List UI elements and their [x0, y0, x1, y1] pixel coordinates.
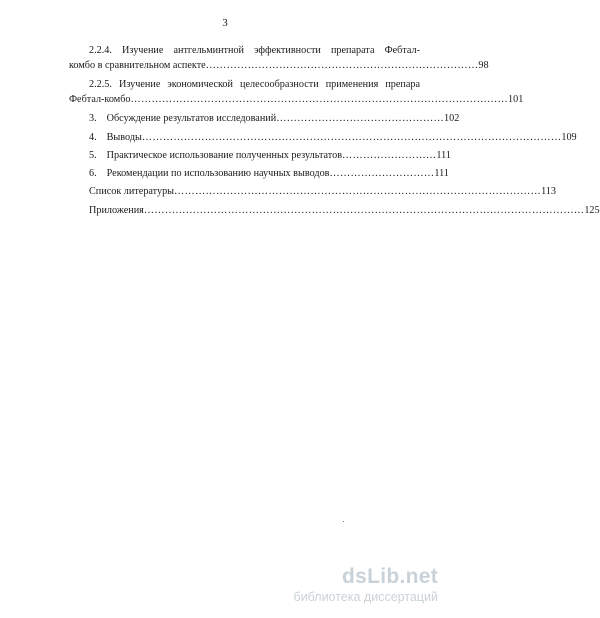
- toc-entry-2-2-4-line1: 2.2.4. Изучение антгельминтной эффективности препарата Фебтал-: [89, 45, 420, 56]
- toc-entry-5: [89, 149, 451, 162]
- toc-leader-dots: ………………………………………………………………………………………………: [130, 94, 509, 105]
- toc-entry-4: [89, 131, 577, 144]
- toc-entry-2-2-4-line2: [69, 59, 489, 72]
- toc-entry-number: 4.: [89, 132, 97, 143]
- toc-entry-3: [89, 112, 460, 125]
- toc-page-number: 113: [541, 186, 556, 197]
- toc-leader-dots: ………………………………………………………………………………………………………………: [143, 205, 585, 216]
- toc-leader-dots: ………………………: [342, 150, 437, 161]
- toc-entry-title: Практическое использование полученных результатов: [106, 150, 343, 161]
- toc-entry-2-2-5-title-tail: Фебтал-комбо: [69, 94, 131, 105]
- watermark-subtitle: библиотека диссертаций: [293, 590, 438, 604]
- toc-entry-2-2-5-line1: 2.2.5. Изучение экономической целесообразности применения препара: [89, 79, 420, 90]
- toc-leader-dots: ……………………………………………………………………………………………: [174, 186, 542, 197]
- toc-entry-title: Обсуждение результатов исследований: [106, 113, 277, 124]
- toc-entry-title: Выводы: [106, 132, 142, 143]
- toc-leader-dots: …………………………………………: [276, 113, 444, 124]
- toc-entry-number: 6.: [89, 168, 97, 179]
- toc-page-number: 111: [436, 150, 451, 161]
- scan-speck: [343, 521, 344, 522]
- toc-entry-appendices: [89, 204, 600, 217]
- toc-entry-number: 3.: [89, 113, 97, 124]
- toc-entry-2-2-5-line2: [69, 93, 524, 106]
- toc-page-number: 125: [584, 205, 600, 216]
- toc-entry-2-2-4-title-tail: комбо в сравнительном аспекте: [69, 60, 206, 71]
- toc-page-number: 101: [508, 94, 524, 105]
- toc-leader-dots: …………………………: [329, 168, 435, 179]
- toc-entry-number: 5.: [89, 150, 97, 161]
- toc-entry-title: Список литературы: [89, 186, 175, 197]
- toc-leader-dots: ……………………………………………………………………: [205, 60, 479, 71]
- watermark-logo: dsLib.net: [341, 565, 438, 588]
- toc-page-number: 102: [444, 113, 460, 124]
- toc-entry-title: Рекомендации по использованию научных выводов: [106, 168, 330, 179]
- toc-entry-6: [89, 167, 449, 180]
- toc-leader-dots: …………………………………………………………………………………………………………: [141, 132, 562, 143]
- toc-entry-title: Приложения: [89, 205, 144, 216]
- watermark: [294, 566, 438, 604]
- toc-page-number: 111: [434, 168, 449, 179]
- page-number: 3: [222, 17, 228, 29]
- toc-page-number: 98: [478, 60, 489, 71]
- toc-page-number: 109: [561, 132, 577, 143]
- toc-entry-references: [89, 185, 556, 198]
